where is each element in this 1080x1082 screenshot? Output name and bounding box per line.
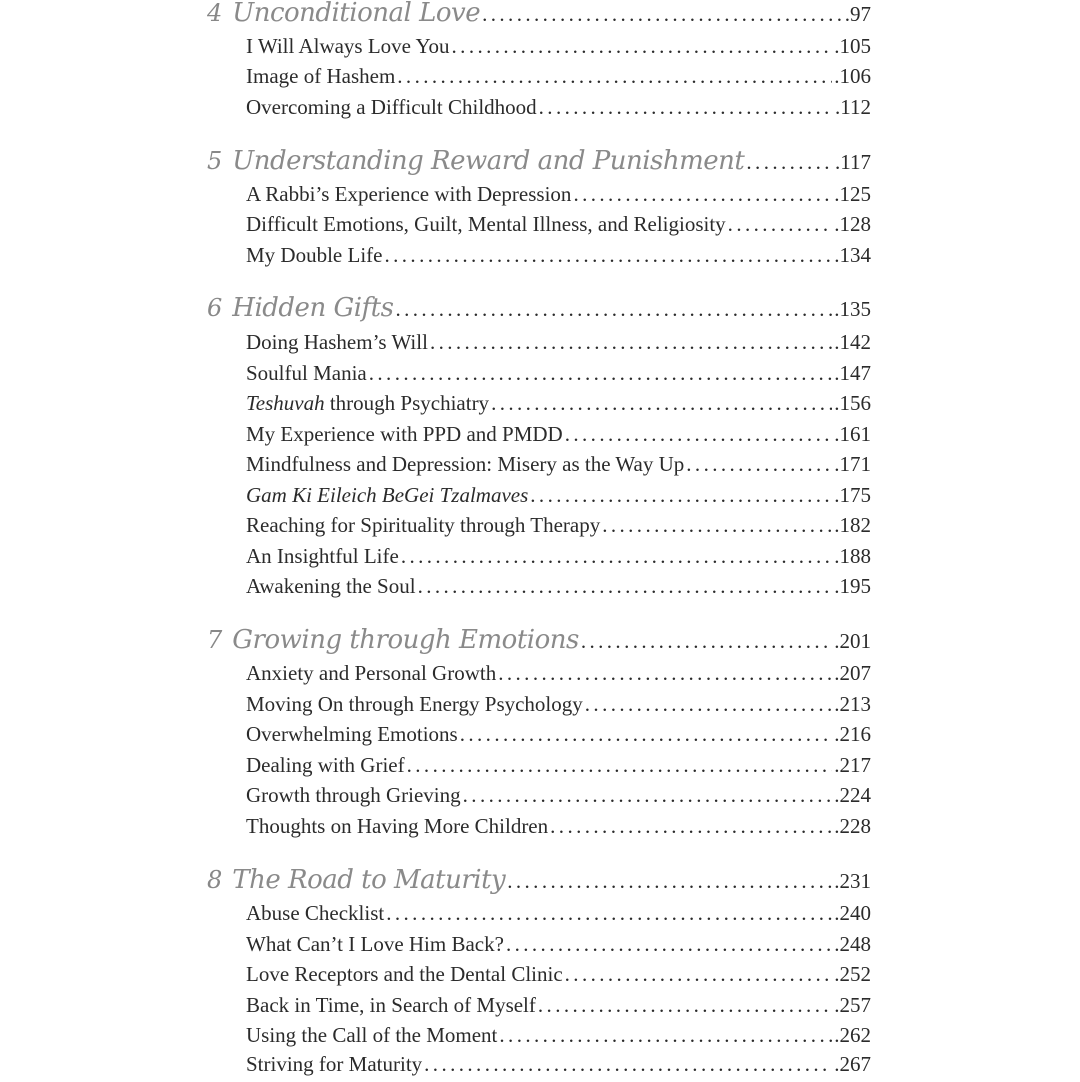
dot-leader [602, 513, 832, 538]
page-number: .267 [834, 1052, 871, 1076]
dot-leader [530, 483, 832, 508]
page-number: .228 [834, 814, 871, 838]
dot-leader [386, 901, 832, 926]
chapter-title: Unconditional Love [232, 0, 481, 28]
toc-entry [246, 483, 871, 513]
page-number: .97 [844, 2, 871, 26]
entry-label: Image of Hashem [246, 64, 396, 88]
dot-leader [482, 2, 843, 27]
chapter-title: Understanding Reward and Punishment [232, 146, 745, 176]
page-number: .224 [834, 783, 871, 807]
dot-leader [506, 932, 832, 957]
page-number: .112 [835, 95, 871, 119]
dot-leader [573, 182, 832, 207]
entry-label: An Insightful Life [246, 544, 399, 568]
dot-leader [430, 330, 832, 355]
toc-entry [246, 361, 871, 391]
dot-leader [460, 722, 833, 747]
entry-label: through Psychiatry [324, 391, 490, 415]
chapter-number: 7 [207, 626, 223, 654]
toc-entry [246, 993, 871, 1023]
page-number: .216 [834, 722, 871, 746]
toc-entry [246, 182, 871, 212]
page-number: .105 [834, 34, 871, 58]
page-number: .128 [834, 212, 871, 236]
dot-leader [499, 1023, 832, 1048]
chapter-title: The Road to Maturity [232, 865, 506, 895]
dot-leader [728, 212, 833, 237]
entry-label: Difficult Emotions, Guilt, Mental Illness, and Religiosity [246, 212, 726, 236]
entry-label-italic: Gam Ki Eileich BeGei Tzalmaves [246, 483, 529, 507]
page-number: .213 [834, 692, 871, 716]
chapter-heading [207, 0, 871, 30]
chapter-number: 6 [207, 294, 223, 322]
entry-label: Back in Time, in Search of Myself [246, 993, 536, 1017]
toc-entry [246, 95, 871, 125]
entry-label: My Experience with PPD and PMDD [246, 422, 563, 446]
entry-label-italic: Teshuvah [246, 391, 325, 415]
entry-label: Awakening the Soul [246, 574, 416, 598]
dot-leader [491, 391, 832, 416]
dot-leader [538, 993, 832, 1018]
page-number: .252 [834, 962, 871, 986]
page-number: .161 [834, 422, 871, 446]
dot-leader [384, 243, 832, 268]
dot-leader [418, 574, 833, 599]
entry-label: Thoughts on Having More Children [246, 814, 549, 838]
toc-entry [246, 330, 871, 360]
dot-leader [585, 692, 832, 717]
entry-label: Using the Call of the Moment [246, 1023, 498, 1047]
toc-entry [246, 212, 871, 242]
chapter-heading [207, 865, 871, 897]
entry-label: Reaching for Spirituality through Therapy [246, 513, 601, 537]
entry-label: Mindfulness and Depression: Misery as the Way Up [246, 452, 685, 476]
page-number: .195 [834, 574, 871, 598]
dot-leader [397, 64, 832, 89]
entry-label: Doing Hashem’s Will [246, 330, 428, 354]
entry-label: Overwhelming Emotions [246, 722, 458, 746]
dot-leader [452, 34, 833, 59]
entry-label: Soulful Mania [246, 361, 367, 385]
chapter-heading [207, 293, 871, 325]
page-number: .231 [834, 869, 871, 893]
toc-entry [246, 452, 871, 482]
page-number: .240 [834, 901, 871, 925]
entry-label: I Will Always Love You [246, 34, 450, 58]
entry-label: Overcoming a Difficult Childhood [246, 95, 537, 119]
page-number: .217 [834, 753, 871, 777]
toc-entry [246, 1052, 871, 1082]
dot-leader [746, 150, 833, 175]
toc-entry [246, 661, 871, 691]
dot-leader [424, 1052, 832, 1077]
entry-label: Dealing with Grief [246, 753, 405, 777]
page-number: .207 [834, 661, 871, 685]
dot-leader [550, 814, 832, 839]
page-number: .188 [834, 544, 871, 568]
chapter-title: Growing through Emotions [232, 625, 579, 655]
page-number: .106 [834, 64, 871, 88]
chapter-number: 5 [207, 147, 223, 175]
page-number: .262 [834, 1023, 871, 1047]
entry-label: A Rabbi’s Experience with Depression [246, 182, 572, 206]
page-number: .117 [835, 150, 871, 174]
page-number: .171 [834, 452, 871, 476]
entry-label: Abuse Checklist [246, 901, 385, 925]
toc-entry [246, 753, 871, 783]
dot-leader [463, 783, 833, 808]
toc-entry [246, 722, 871, 752]
page-number: .257 [834, 993, 871, 1017]
chapter-number: 8 [207, 866, 223, 894]
dot-leader [581, 629, 832, 654]
dot-leader [498, 661, 832, 686]
page-number: .142 [834, 330, 871, 354]
page-number: .135 [834, 297, 871, 321]
page-number: .248 [834, 932, 871, 956]
entry-label: Moving On through Energy Psychology [246, 692, 583, 716]
toc-entry [246, 391, 871, 421]
toc-entry [246, 243, 871, 273]
toc-entry [246, 692, 871, 722]
chapter-number: 4 [207, 0, 223, 27]
dot-leader [395, 297, 832, 322]
toc-entry [246, 34, 871, 64]
entry-label: Growth through Grieving [246, 783, 461, 807]
chapter-heading [207, 146, 871, 178]
page-number: .156 [834, 391, 871, 415]
toc-entry [246, 932, 871, 962]
toc-entry [246, 544, 871, 574]
toc-entry [246, 901, 871, 931]
chapter-title: Hidden Gifts [232, 293, 394, 323]
dot-leader [686, 452, 832, 477]
toc-entry [246, 783, 871, 813]
entry-label: Anxiety and Personal Growth [246, 661, 497, 685]
page-number: .182 [834, 513, 871, 537]
page-number: .147 [834, 361, 871, 385]
page-number: .134 [834, 243, 871, 267]
dot-leader [565, 422, 833, 447]
chapter-heading [207, 625, 871, 657]
entry-label: My Double Life [246, 243, 383, 267]
page-number: .175 [834, 483, 871, 507]
dot-leader [539, 95, 833, 120]
dot-leader [507, 869, 832, 894]
toc-entry [246, 513, 871, 543]
toc-entry [246, 962, 871, 992]
dot-leader [407, 753, 833, 778]
toc-entry [246, 814, 871, 844]
page-number: .125 [834, 182, 871, 206]
toc-entry [246, 64, 871, 94]
toc-entry [246, 574, 871, 604]
entry-label: Striving for Maturity [246, 1052, 423, 1076]
toc-entry [246, 422, 871, 452]
dot-leader [369, 361, 833, 386]
toc-entry [246, 1023, 871, 1053]
dot-leader [565, 962, 833, 987]
entry-label: Love Receptors and the Dental Clinic [246, 962, 563, 986]
dot-leader [401, 544, 832, 569]
page-number: .201 [834, 629, 871, 653]
entry-label: What Can’t I Love Him Back? [246, 932, 504, 956]
